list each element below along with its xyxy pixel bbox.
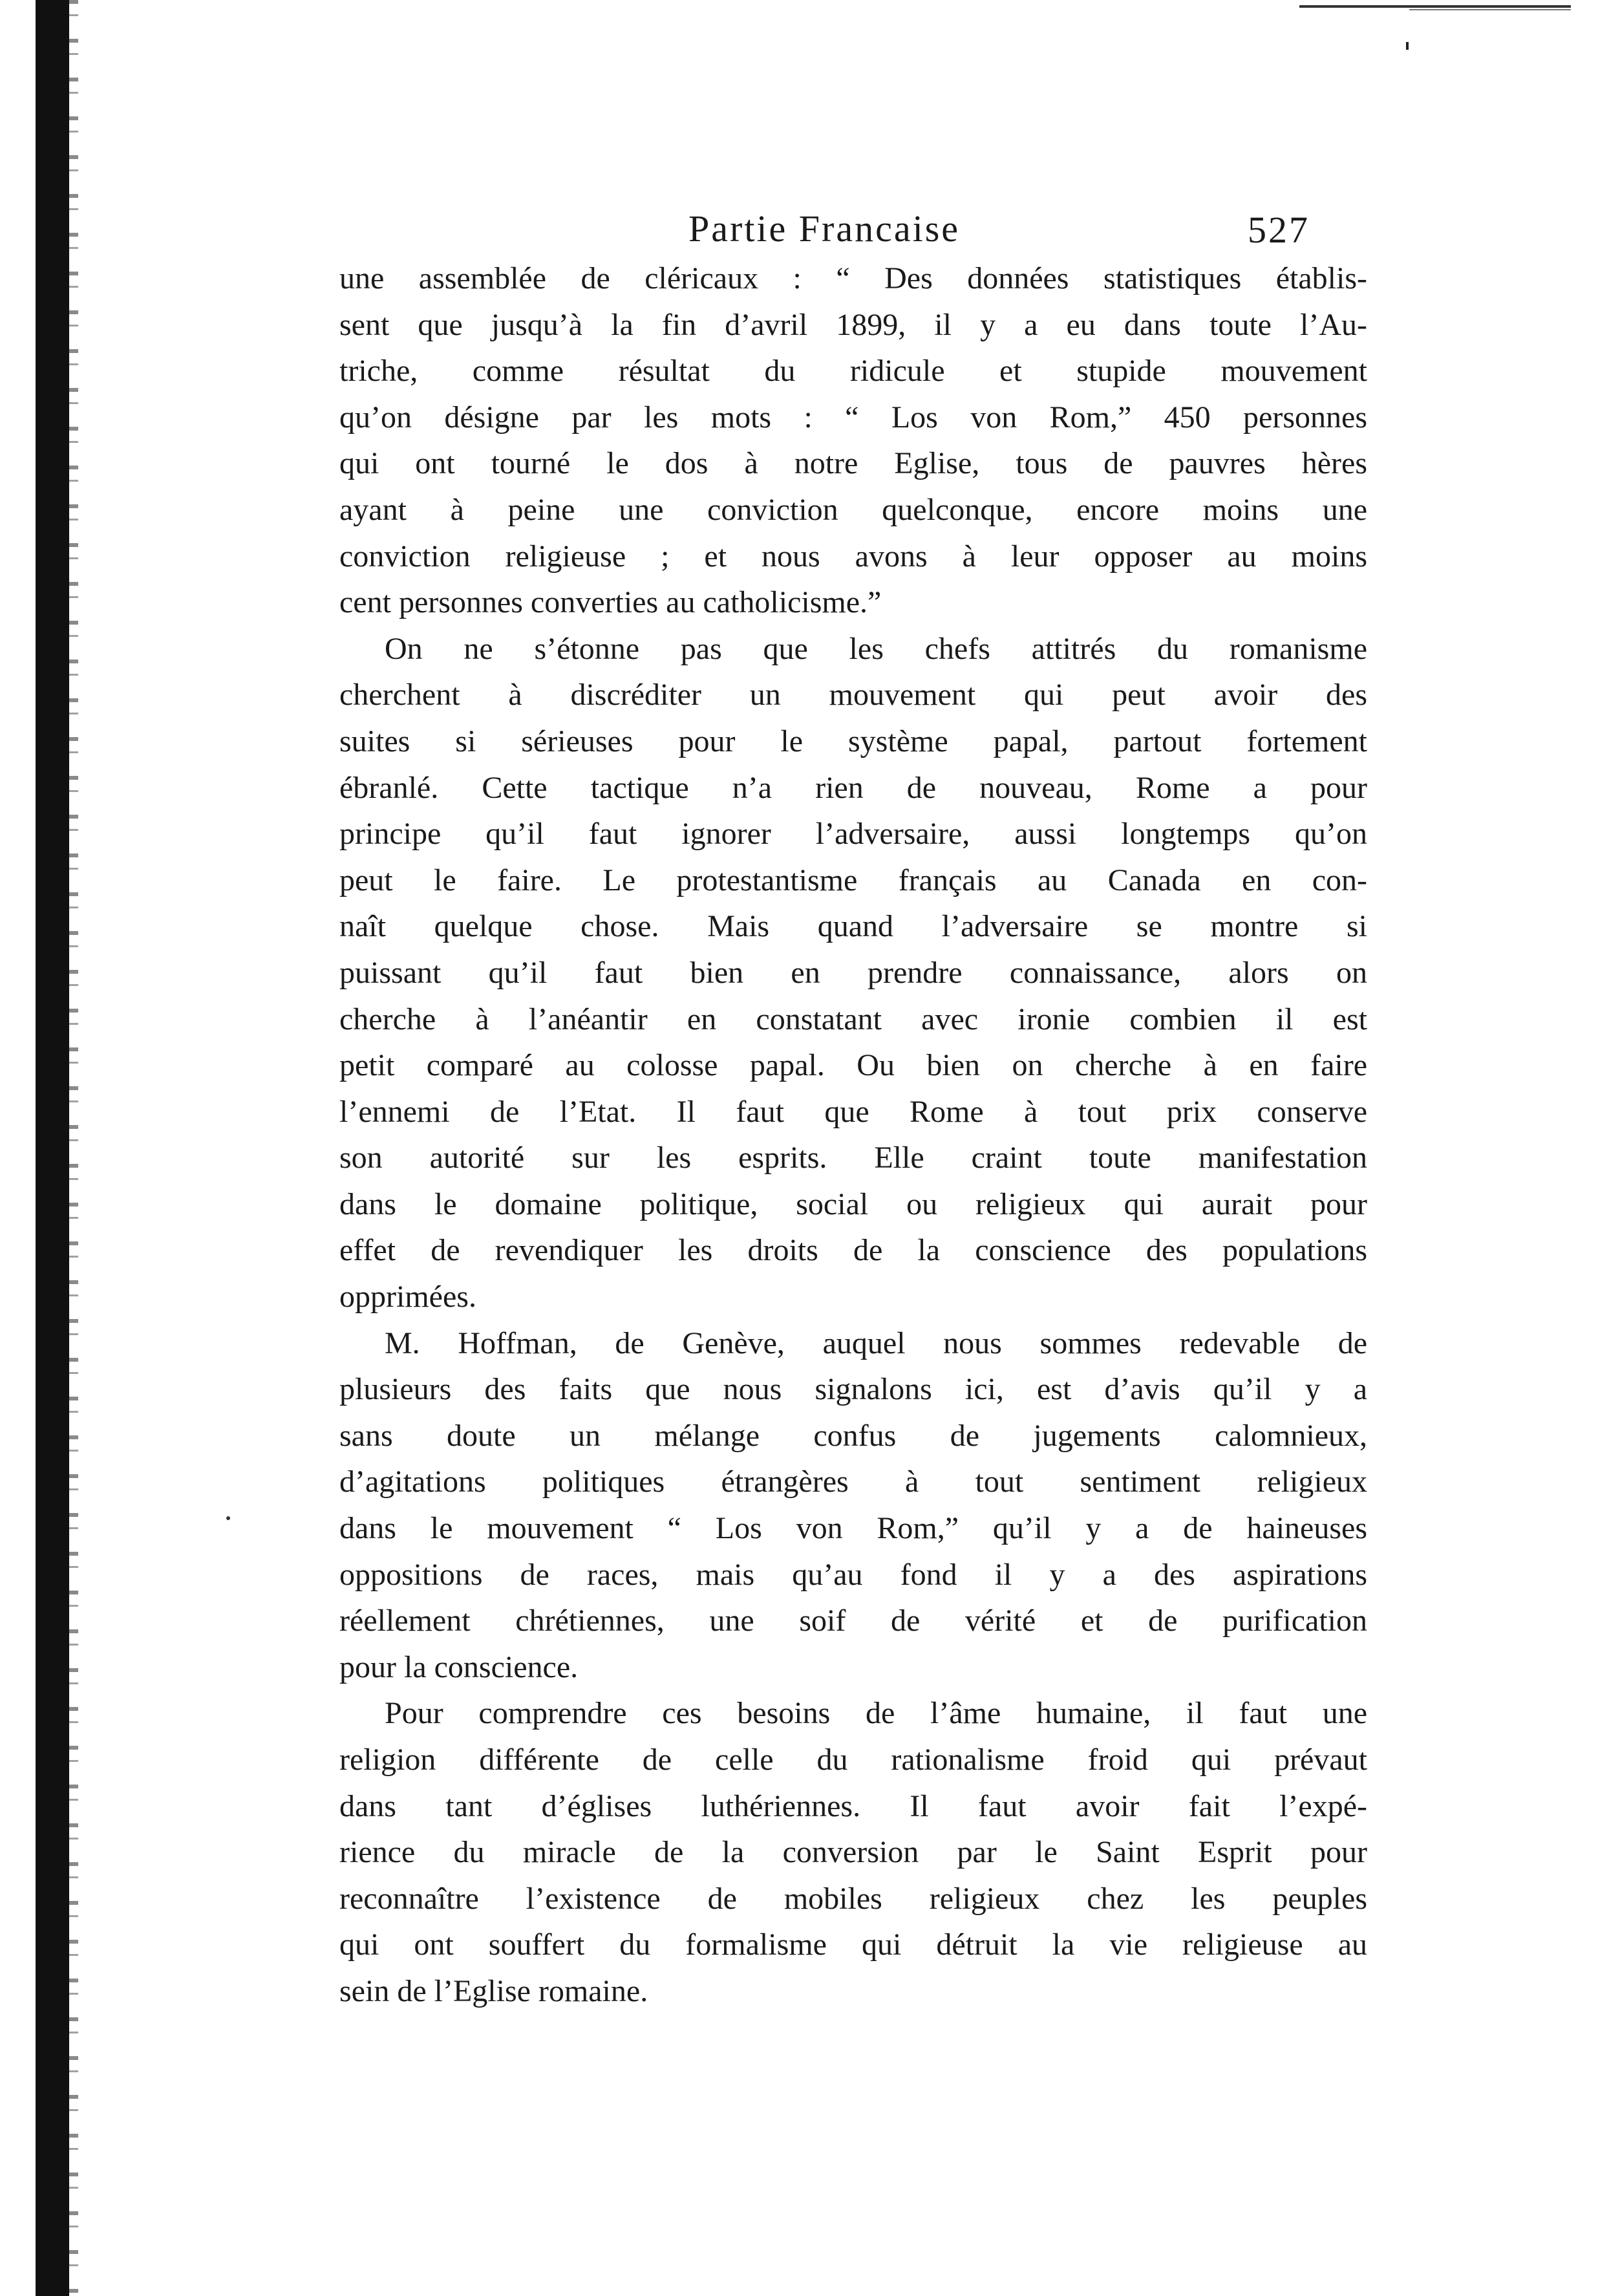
text-line: conviction religieuse ; et nous avons à leur opposer au moins xyxy=(339,539,1367,574)
text-line: dans tant d’églises luthériennes. Il faut avoir fait l’expé- xyxy=(339,1788,1367,1823)
text-line: d’agitations politiques étrangères à tout sentiment religieux xyxy=(339,1465,1367,1499)
ink-speck xyxy=(1406,42,1409,50)
text-line: peut le faire. Le protestantisme français au Canada en con- xyxy=(339,863,1367,897)
text-line: opprimées. xyxy=(339,1280,476,1314)
text-line: petit comparé au colosse papal. Ou bien on cherche à en faire xyxy=(339,1048,1367,1083)
text-line: triche, comme résultat du ridicule et stupide mouvement xyxy=(339,354,1367,389)
text-line: sein de l’Eglise romaine. xyxy=(339,1973,648,2008)
text-line: qui ont tourné le dos à notre Eglise, tous de pauvres hères xyxy=(339,446,1367,481)
ink-dot xyxy=(226,1516,230,1520)
book-spine-shadow xyxy=(36,0,69,2296)
page-body xyxy=(339,255,1367,2015)
text-line: dans le domaine politique, social ou religieux qui aurait pour xyxy=(339,1186,1367,1221)
spine-edge-texture xyxy=(69,0,78,2296)
text-line: une assemblée de cléricaux : “ Des données statistiques établis- xyxy=(339,261,1367,295)
text-line: sent que jusqu’à la fin d’avril 1899, il y a eu dans toute l’Au- xyxy=(339,307,1367,342)
text-line: religion différente de celle du rationalisme froid qui prévaut xyxy=(339,1743,1367,1777)
text-line: naît quelque chose. Mais quand l’adversaire se montre si xyxy=(339,909,1367,944)
text-line: Pour comprendre ces besoins de l’âme humaine, il faut une xyxy=(385,1696,1367,1731)
text-line: cent personnes converties au catholicisme.” xyxy=(339,585,882,620)
text-line: effet de revendiquer les droits de la conscience des populations xyxy=(339,1233,1367,1268)
top-edge-rule xyxy=(1299,5,1571,8)
text-line: M. Hoffman, de Genève, auquel nous sommes redevable de xyxy=(385,1325,1367,1360)
text-line: suites si sérieuses pour le système papal, partout fortement xyxy=(339,724,1367,758)
text-line: cherchent à discréditer un mouvement qui peut avoir des xyxy=(339,678,1367,713)
text-line: l’ennemi de l’Etat. Il faut que Rome à tout prix conserve xyxy=(339,1094,1367,1129)
text-line: On ne s’étonne pas que les chefs attitrés du romanisme xyxy=(385,631,1367,666)
top-edge-rule-secondary xyxy=(1409,9,1571,10)
text-line: principe qu’il faut ignorer l’adversaire, aussi longtemps qu’on xyxy=(339,817,1367,852)
text-line: oppositions de races, mais qu’au fond il y a des aspirations xyxy=(339,1557,1367,1592)
text-line: reconnaître l’existence de mobiles religieux chez les peuples xyxy=(339,1881,1367,1916)
text-line: qui ont souffert du formalisme qui détruit la vie religieuse au xyxy=(339,1927,1367,1962)
text-line: réellement chrétiennes, une soif de vérité et de purification xyxy=(339,1604,1367,1638)
text-line: son autorité sur les esprits. Elle craint toute manifestation xyxy=(339,1141,1367,1175)
running-head: Partie Francaise xyxy=(688,208,961,250)
text-line: dans le mouvement “ Los von Rom,” qu’il y a de haineuses xyxy=(339,1511,1367,1546)
text-line: rience du miracle de la conversion par le Saint Esprit pour xyxy=(339,1835,1367,1870)
page-number: 527 xyxy=(1248,209,1310,251)
text-line: qu’on désigne par les mots : “ Los von Rom,” 450 personnes xyxy=(339,400,1367,435)
text-line: cherche à l’anéantir en constatant avec ironie combien il est xyxy=(339,1002,1367,1036)
text-line: ébranlé. Cette tactique n’a rien de nouveau, Rome a pour xyxy=(339,770,1367,805)
text-line: plusieurs des faits que nous signalons ici, est d’avis qu’il y a xyxy=(339,1372,1367,1407)
text-line: ayant à peine une conviction quelconque, encore moins une xyxy=(339,492,1367,527)
text-line: sans doute un mélange confus de jugements calomnieux, xyxy=(339,1418,1367,1453)
text-line: puissant qu’il faut bien en prendre connaissance, alors on xyxy=(339,955,1367,990)
text-line: pour la conscience. xyxy=(339,1649,579,1684)
